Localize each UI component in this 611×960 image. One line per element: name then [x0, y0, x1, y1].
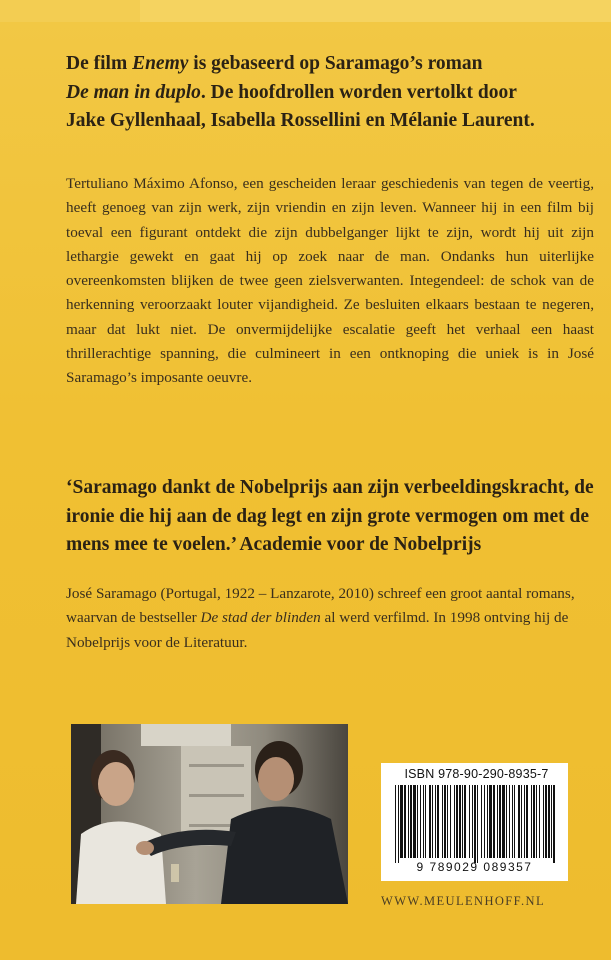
- synopsis-paragraph: Tertuliano Máximo Afonso, een gescheiden leraar geschiedenis van tegen de veertig, heeft genoeg van zijn werk, zijn vriendin en zijn leven. Wanneer hij in een film bij toeval een figurant ontdekt die zijn dubbelganger lijkt te zijn, wordt hij uit zijn lethargie gewekt en gaat hij op zoek naar de man. Ondanks hun uiterlijke overeenkomsten blijken de twee geen zielsverwanten. Integendeel: de schok van de herkenning veroorzaakt louter vijandigheid. Ze besluiten elkaars bestaan te negeren, maar dat lukt niet. De onvermijdelijke escalatie geeft het verhaal een haast thrillerachtige spanning, die culmineert in een ontknoping die uniek is in José Saramago’s imposante oeuvre.: [66, 175, 594, 387]
- film-title: Enemy: [132, 53, 189, 74]
- novel-title: De man in duplo: [66, 81, 201, 103]
- publisher-website: WWW.MEULENHOFF.NL: [381, 894, 545, 908]
- bio-part2: al werd verfilmd. In 1998 ontving hij de Nobelprijs voor de Literatuur.: [66, 609, 569, 651]
- film-still-photo: [71, 724, 348, 904]
- quote-text: ‘Saramago dankt de Nobelprijs aan zijn verbeeldingskracht, de ironie die hij aan de dag legt en zijn grote vermogen om met de mens mee te voelen.’: [66, 477, 594, 556]
- barcode-box: [381, 763, 568, 881]
- nobel-quote: [66, 474, 606, 560]
- intro-cast: Jake Gyllenhaal, Isabella Rossellini en Mélanie Laurent.: [66, 110, 535, 131]
- top-strip-highlight: [140, 0, 611, 22]
- intro-suffix: is gebaseerd op Saramago’s roman: [188, 53, 483, 74]
- isbn-label: ISBN 978-90-290-8935-7: [404, 767, 549, 781]
- intro-paragraph: [66, 50, 596, 136]
- intro-prefix: De film: [66, 53, 133, 74]
- bio-book-title: De stad der blinden: [200, 609, 321, 627]
- quote-source: Academie voor de Nobelprijs: [239, 534, 482, 556]
- film-still-image: [71, 724, 348, 904]
- barcode-digits: 9 789029 089357: [416, 860, 533, 874]
- top-strip: [0, 0, 611, 22]
- intro-line2: . De hoofdrollen worden vertolkt door: [200, 81, 517, 103]
- author-bio: [66, 582, 596, 655]
- bio-part1: José Saramago (Portugal, 1922 – Lanzarote, 2010) schreef een groot aantal romans, waarvan de bestseller: [66, 585, 575, 627]
